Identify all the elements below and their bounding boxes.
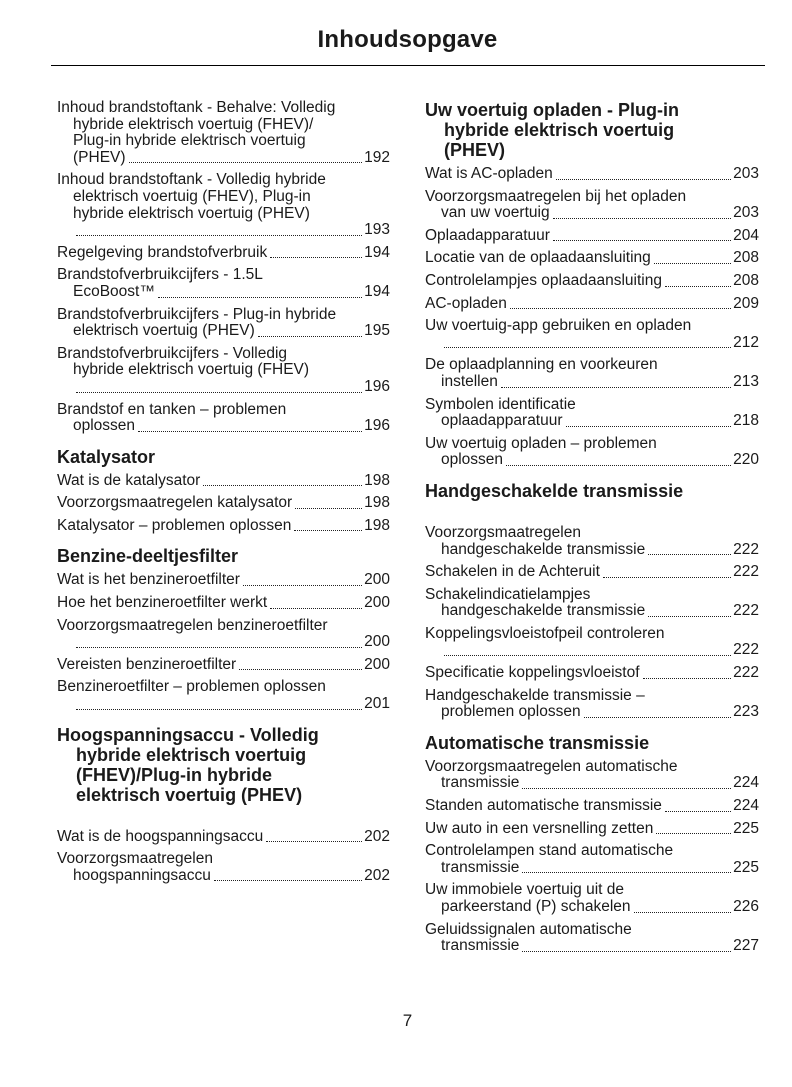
toc-entry-text: Uw auto in een versnelling zetten bbox=[425, 819, 654, 837]
dot-leader bbox=[294, 530, 362, 531]
toc-entry-text: Voorzorgsmaatregelen bbox=[57, 850, 213, 868]
section-heading-line: Automatische transmissie bbox=[425, 732, 650, 753]
toc-entry-last-line bbox=[57, 696, 390, 713]
toc-entry-last-line bbox=[425, 642, 759, 659]
toc-page-number[interactable]: 192 bbox=[364, 148, 390, 166]
toc-entry[interactable] bbox=[57, 267, 390, 300]
toc-entry[interactable] bbox=[425, 564, 759, 581]
section-heading-line: Katalysator bbox=[57, 446, 156, 467]
dot-leader bbox=[566, 426, 732, 427]
toc-entry-text: problemen oplossen bbox=[441, 703, 581, 721]
toc-entry-text: Oplaadapparatuur bbox=[425, 226, 550, 244]
toc-entry-text: transmissie bbox=[441, 774, 520, 792]
toc-entry-text: oplossen bbox=[441, 451, 504, 469]
toc-entry[interactable] bbox=[57, 572, 390, 589]
toc-entry[interactable] bbox=[425, 296, 759, 313]
toc-entry-last-line bbox=[425, 860, 759, 877]
toc-entry[interactable] bbox=[425, 228, 759, 245]
section-heading-line: hybride elektrisch voertuig bbox=[444, 120, 675, 140]
dot-leader bbox=[522, 951, 731, 952]
toc-entry-last-line bbox=[425, 775, 759, 792]
dot-leader bbox=[648, 554, 731, 555]
toc-entry[interactable] bbox=[57, 679, 390, 712]
toc-entry-text: oplaadapparatuur bbox=[441, 412, 563, 430]
toc-entry[interactable] bbox=[425, 357, 759, 390]
section-heading bbox=[425, 100, 759, 160]
toc-page-number[interactable]: 225 bbox=[733, 819, 759, 837]
toc-page-number[interactable]: 195 bbox=[364, 322, 390, 340]
toc-entry-text: Locatie van de oplaadaansluiting bbox=[425, 249, 651, 267]
toc-page-number[interactable]: 194 bbox=[364, 282, 390, 300]
toc-page-number[interactable]: 196 bbox=[364, 377, 390, 395]
toc-entry[interactable] bbox=[425, 688, 759, 721]
dot-leader bbox=[643, 678, 732, 679]
dot-leader bbox=[648, 616, 731, 617]
toc-entry-last-line bbox=[425, 413, 759, 430]
toc-entry[interactable] bbox=[425, 798, 759, 815]
toc-entry-last-line bbox=[57, 829, 390, 846]
toc-entry[interactable] bbox=[57, 851, 390, 884]
section-heading-line: elektrisch voertuig (PHEV) bbox=[76, 784, 303, 805]
toc-page-number[interactable]: 202 bbox=[364, 827, 390, 845]
dot-leader bbox=[654, 263, 731, 264]
toc-page-number[interactable]: 200 bbox=[364, 571, 390, 589]
toc-entry-last-line bbox=[425, 542, 759, 559]
toc-entry-text: Inhoud brandstoftank - Behalve: Volledig bbox=[57, 99, 336, 116]
dot-leader bbox=[203, 485, 362, 486]
toc-entry-text: elektrisch voertuig (FHEV), Plug-in bbox=[73, 187, 311, 205]
toc-entry[interactable] bbox=[57, 172, 390, 238]
dot-leader bbox=[634, 912, 732, 913]
toc-entry-last-line bbox=[57, 495, 390, 512]
toc-page-number[interactable]: 201 bbox=[364, 695, 390, 713]
section-heading bbox=[57, 447, 390, 467]
toc-entry-text: Voorzorgsmaatregelen bij het opladen bbox=[425, 187, 687, 205]
toc-page-number[interactable]: 224 bbox=[733, 797, 759, 815]
section-heading-line: Hoogspanningsaccu - Volledig bbox=[57, 724, 319, 745]
toc-entry-last-line bbox=[425, 899, 759, 916]
toc-page-number[interactable]: 222 bbox=[733, 540, 759, 558]
dot-leader bbox=[553, 240, 731, 241]
toc-entry-text: Inhoud brandstoftank - Volledig hybride bbox=[57, 171, 326, 189]
page-title: Inhoudsopgave bbox=[317, 26, 498, 53]
dot-leader bbox=[76, 709, 362, 710]
toc-entry-text: Wat is het benzineroetfilter bbox=[57, 571, 240, 589]
toc-page-number[interactable]: 200 bbox=[364, 655, 390, 673]
toc-entry[interactable] bbox=[425, 922, 759, 955]
section-heading-line: (FHEV)/Plug-in hybride bbox=[76, 764, 272, 785]
dot-leader bbox=[556, 179, 731, 180]
toc-entry-last-line bbox=[425, 798, 759, 815]
toc-entry[interactable] bbox=[57, 518, 390, 535]
toc-entry[interactable] bbox=[57, 100, 390, 166]
toc-entry[interactable] bbox=[425, 166, 759, 183]
toc-entry[interactable] bbox=[425, 436, 759, 469]
toc-page-number[interactable]: 225 bbox=[733, 858, 759, 876]
toc-entry-text: Voorzorgsmaatregelen benzineroetfilter bbox=[57, 616, 328, 634]
section-heading bbox=[425, 481, 759, 501]
toc-entry-text: transmissie bbox=[441, 937, 520, 955]
toc-entry-text: Katalysator – problemen oplossen bbox=[57, 516, 292, 534]
toc-entry-text: van uw voertuig bbox=[441, 204, 550, 222]
toc-page-number[interactable]: 194 bbox=[364, 243, 390, 261]
dot-leader bbox=[295, 508, 362, 509]
section-heading-line: Handgeschakelde transmissie bbox=[425, 480, 684, 501]
dot-leader bbox=[553, 218, 732, 219]
dot-leader bbox=[266, 841, 362, 842]
section-heading bbox=[57, 725, 390, 805]
toc-page-number[interactable]: 226 bbox=[733, 898, 759, 915]
toc-page-number[interactable]: 203 bbox=[733, 165, 759, 182]
toc-entry[interactable] bbox=[57, 618, 390, 651]
toc-entry[interactable] bbox=[425, 587, 759, 620]
toc-entry-text: Wat is de hoogspanningsaccu bbox=[57, 827, 264, 845]
toc-entry-text: Wat is AC-opladen bbox=[425, 165, 553, 182]
toc-entry[interactable] bbox=[425, 821, 759, 838]
toc-page-number[interactable]: 203 bbox=[733, 204, 759, 222]
dot-leader bbox=[510, 308, 731, 309]
toc-entry-last-line bbox=[57, 379, 390, 396]
toc-entry[interactable] bbox=[425, 397, 759, 430]
toc-entry-text: Hoe het benzineroetfilter werkt bbox=[57, 594, 268, 612]
toc-entry-text: Uw voertuig-app gebruiken en opladen bbox=[425, 317, 692, 335]
toc-entry-text: Benzineroetfilter – problemen oplossen bbox=[57, 678, 326, 696]
toc-entry[interactable] bbox=[57, 829, 390, 846]
toc-entry-last-line bbox=[425, 452, 759, 469]
toc-page-number[interactable]: 224 bbox=[733, 774, 759, 792]
toc-entry-text: parkeerstand (P) schakelen bbox=[441, 898, 631, 915]
toc-page-number[interactable]: 198 bbox=[364, 516, 390, 534]
toc-entry[interactable] bbox=[425, 843, 759, 876]
toc-entry-text: hybride elektrisch voertuig (PHEV) bbox=[73, 204, 310, 222]
toc-entry-text: De oplaadplanning en voorkeuren bbox=[425, 356, 658, 374]
toc-entry-text: Schakelen in de Achteruit bbox=[425, 563, 600, 581]
toc-entry[interactable] bbox=[425, 882, 759, 915]
dot-leader bbox=[444, 347, 731, 348]
toc-entry-text: Brandstofverbruikcijfers - Plug-in hybride bbox=[57, 305, 337, 323]
toc-entry[interactable] bbox=[425, 665, 759, 682]
dot-leader bbox=[522, 872, 731, 873]
toc-entry-last-line bbox=[57, 284, 390, 301]
toc-entry-text: instellen bbox=[441, 372, 498, 390]
toc-entry-text: Symbolen identificatie bbox=[425, 395, 576, 413]
toc-entry[interactable] bbox=[425, 189, 759, 222]
toc-entry-text: hybride elektrisch voertuig (FHEV)/ bbox=[73, 115, 314, 133]
dot-leader bbox=[603, 577, 731, 578]
toc-page-number[interactable]: 222 bbox=[733, 641, 759, 659]
toc-entry-last-line bbox=[57, 518, 390, 535]
toc-entry[interactable] bbox=[425, 525, 759, 558]
toc-entry-last-line bbox=[425, 273, 759, 290]
toc-entry-text: oplossen bbox=[73, 417, 136, 435]
toc-entry-last-line bbox=[425, 335, 759, 352]
dot-leader bbox=[76, 392, 362, 393]
toc-entry-text: Vereisten benzineroetfilter bbox=[57, 655, 237, 673]
toc-entry[interactable] bbox=[57, 307, 390, 340]
toc-entry-last-line bbox=[57, 245, 390, 262]
toc-page-number[interactable]: 227 bbox=[733, 937, 759, 955]
dot-leader bbox=[129, 162, 363, 163]
toc-page-number[interactable]: 208 bbox=[733, 249, 759, 267]
toc-entry-text: Specificatie koppelingsvloeistof bbox=[425, 664, 640, 682]
toc-page-number[interactable]: 209 bbox=[733, 294, 759, 312]
toc-entry[interactable] bbox=[57, 346, 390, 396]
toc-entry-last-line bbox=[425, 228, 759, 245]
toc-entry-text: AC-opladen bbox=[425, 294, 507, 312]
toc-entry-last-line bbox=[425, 564, 759, 581]
toc-entry-text: handgeschakelde transmissie bbox=[441, 540, 646, 558]
toc-entry-text: Voorzorgsmaatregelen automatische bbox=[425, 757, 678, 775]
dot-leader bbox=[239, 669, 362, 670]
toc-page-number[interactable]: 200 bbox=[364, 633, 390, 651]
section-heading-line: Benzine-deeltjesfilter bbox=[57, 546, 239, 567]
toc-entry-last-line bbox=[57, 595, 390, 612]
toc-entry-text: Regelgeving brandstofverbruik bbox=[57, 243, 268, 261]
toc-entry-last-line bbox=[425, 938, 759, 955]
toc-entry-text: Voorzorgsmaatregelen bbox=[425, 523, 581, 541]
toc-entry-last-line bbox=[425, 250, 759, 267]
toc-page-number[interactable]: 222 bbox=[733, 602, 759, 620]
toc-entry-last-line bbox=[425, 374, 759, 391]
dot-leader bbox=[656, 833, 731, 834]
dot-leader bbox=[270, 608, 362, 609]
toc-entry-text: Koppelingsvloeistofpeil controleren bbox=[425, 624, 665, 642]
toc-entry-text: Uw immobiele voertuig uit de bbox=[425, 881, 625, 899]
toc-entry-last-line bbox=[425, 704, 759, 721]
toc-page-number[interactable]: 212 bbox=[733, 333, 759, 351]
toc-entry[interactable] bbox=[425, 318, 759, 351]
toc-entry-last-line bbox=[425, 665, 759, 682]
toc-entry-last-line bbox=[425, 603, 759, 620]
toc-entry-last-line bbox=[57, 150, 390, 167]
dot-leader bbox=[444, 655, 731, 656]
toc-entry-last-line bbox=[57, 418, 390, 435]
dot-leader bbox=[258, 336, 362, 337]
toc-entry-text: Schakelindicatielampjes bbox=[425, 585, 591, 603]
toc-entry[interactable] bbox=[425, 759, 759, 792]
toc-page-number[interactable]: 204 bbox=[733, 226, 759, 244]
toc-page-number[interactable]: 208 bbox=[733, 271, 759, 289]
toc-page-number[interactable]: 223 bbox=[733, 703, 759, 721]
toc-entry-text: handgeschakelde transmissie bbox=[441, 602, 646, 620]
toc-page-number[interactable]: 198 bbox=[364, 494, 390, 512]
toc-entry-text: Geluidssignalen automatische bbox=[425, 920, 632, 938]
toc-entry-text: Controlelampen stand automatische bbox=[425, 842, 674, 860]
section-heading-line: hybride elektrisch voertuig bbox=[76, 744, 307, 765]
dot-leader bbox=[76, 235, 362, 236]
toc-page-number[interactable]: 198 bbox=[364, 471, 390, 489]
section-heading bbox=[57, 546, 390, 566]
toc-entry-text: elektrisch voertuig (PHEV) bbox=[73, 322, 255, 340]
toc-page-number[interactable]: 193 bbox=[364, 221, 390, 239]
toc-entry-text: EcoBoost™ bbox=[73, 282, 155, 300]
toc-entry-text: Uw voertuig opladen – problemen bbox=[425, 434, 657, 452]
page-number: 7 bbox=[402, 1011, 413, 1030]
dot-leader bbox=[584, 717, 732, 718]
toc-entry-last-line bbox=[425, 205, 759, 222]
toc-page-number[interactable]: 220 bbox=[733, 451, 759, 469]
dot-leader bbox=[501, 387, 731, 388]
toc-page-number[interactable]: 196 bbox=[364, 417, 390, 435]
dot-leader bbox=[243, 585, 362, 586]
toc-entry-text: Brandstofverbruikcijfers - Volledig bbox=[57, 344, 288, 362]
toc-entry[interactable] bbox=[57, 402, 390, 435]
toc-entry-last-line bbox=[57, 868, 390, 885]
toc-entry[interactable] bbox=[425, 273, 759, 290]
toc-entry[interactable] bbox=[57, 657, 390, 674]
toc-entry-text: Voorzorgsmaatregelen katalysator bbox=[57, 494, 293, 512]
toc-entry-text: Handgeschakelde transmissie – bbox=[425, 686, 645, 704]
toc-left-column bbox=[57, 100, 390, 890]
toc-entry-text: transmissie bbox=[441, 858, 520, 876]
dot-leader bbox=[665, 286, 731, 287]
toc-entry[interactable] bbox=[57, 595, 390, 612]
toc-entry-text: Brandstofverbruikcijfers - 1.5L bbox=[57, 266, 263, 284]
toc-page-number[interactable]: 200 bbox=[364, 594, 390, 612]
toc-entry-last-line bbox=[57, 222, 390, 239]
toc-entry[interactable] bbox=[57, 473, 390, 490]
toc-entry-text: Wat is de katalysator bbox=[57, 471, 201, 489]
dot-leader bbox=[522, 788, 731, 789]
toc-entry-last-line bbox=[57, 323, 390, 340]
toc-page-number[interactable]: 222 bbox=[733, 563, 759, 581]
toc-entry-last-line bbox=[57, 473, 390, 490]
toc-entry-last-line bbox=[57, 572, 390, 589]
toc-entry-last-line bbox=[425, 296, 759, 313]
toc-entry-last-line bbox=[425, 821, 759, 838]
toc-entry-text: Plug-in hybride elektrisch voertuig bbox=[73, 132, 306, 150]
toc-entry-last-line bbox=[57, 657, 390, 674]
dot-leader bbox=[138, 431, 362, 432]
toc-entry-text: hybride elektrisch voertuig (FHEV) bbox=[73, 361, 310, 379]
section-heading-line: (PHEV) bbox=[444, 140, 506, 160]
toc-page-number[interactable]: 213 bbox=[733, 372, 759, 390]
toc-page-number[interactable]: 222 bbox=[733, 664, 759, 682]
section-heading bbox=[425, 733, 759, 753]
section-heading-line: Uw voertuig opladen - Plug-in bbox=[425, 100, 679, 120]
toc-page-number[interactable]: 202 bbox=[364, 866, 390, 884]
dot-leader bbox=[665, 811, 731, 812]
toc-entry[interactable] bbox=[425, 250, 759, 267]
toc-entry-text: hoogspanningsaccu bbox=[73, 866, 211, 884]
dot-leader bbox=[506, 465, 731, 466]
toc-entry[interactable] bbox=[57, 245, 390, 262]
toc-entry-last-line bbox=[57, 634, 390, 651]
toc-entry[interactable] bbox=[425, 626, 759, 659]
toc-entry[interactable] bbox=[57, 495, 390, 512]
toc-entry-text: Standen automatische transmissie bbox=[425, 797, 662, 815]
toc-entry-text: (PHEV) bbox=[73, 148, 126, 166]
title-divider bbox=[51, 65, 765, 66]
toc-right-column bbox=[425, 100, 759, 961]
toc-entry-last-line bbox=[425, 166, 759, 183]
toc-entry-text: Brandstof en tanken – problemen bbox=[57, 400, 287, 418]
toc-page-number[interactable]: 218 bbox=[733, 412, 759, 430]
dot-leader bbox=[270, 257, 362, 258]
dot-leader bbox=[76, 647, 362, 648]
toc-entry-text: Controlelampjes oplaadaansluiting bbox=[425, 271, 662, 289]
dot-leader bbox=[214, 880, 362, 881]
dot-leader bbox=[158, 297, 362, 298]
